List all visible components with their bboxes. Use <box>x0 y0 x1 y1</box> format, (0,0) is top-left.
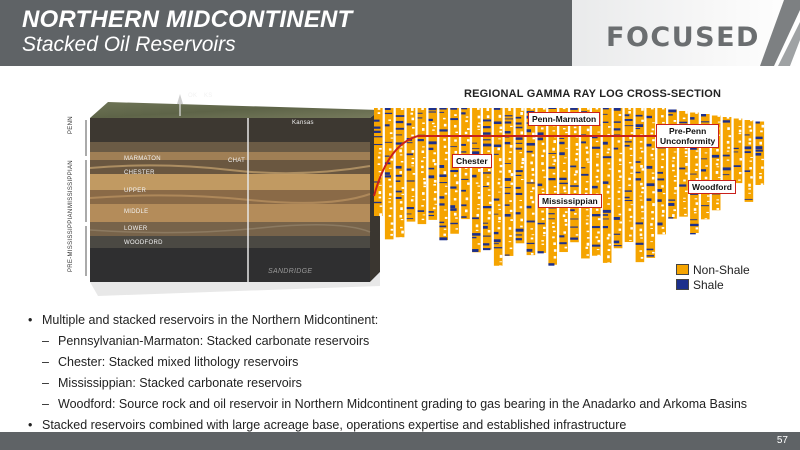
sub-bullet-dash-icon: – <box>42 334 49 348</box>
gamma-log-strip <box>472 108 481 252</box>
gamma-log-strip <box>505 108 514 256</box>
formation-label-middle: MIDDLE <box>124 209 149 215</box>
gamma-log-strip <box>483 108 492 250</box>
gamma-log-strip <box>723 117 732 188</box>
sub-bullet-dash-icon: – <box>42 397 49 411</box>
gamma-log-strip <box>570 108 579 242</box>
sub-bullet-text: Chester: Stacked mixed lithology reservoirs <box>58 355 299 369</box>
gamma-log-strip <box>603 108 612 263</box>
period-label-mississippian: MISSISSIPPIAN <box>68 160 74 208</box>
gamma-log-strip <box>538 108 547 253</box>
gamma-log-strip <box>592 108 601 257</box>
formation-label-marmaton: MARMATON <box>124 156 161 162</box>
callout-pre-penn-line1: Pre-Penn <box>668 126 707 136</box>
gamma-log-strip <box>396 108 405 239</box>
gamma-log-strip <box>647 108 656 258</box>
logo-swoosh-icon <box>754 0 800 66</box>
sub-bullet-item <box>28 394 788 415</box>
diagram-watermark: SANDRIDGE <box>268 268 313 275</box>
logo-text: FOCUSED <box>606 22 760 53</box>
gamma-log-strip <box>756 122 765 186</box>
callout-woodford: Woodford <box>688 180 736 194</box>
slide-subtitle: Stacked Oil Reservoirs <box>22 33 236 56</box>
bullet-dot-icon: • <box>28 313 33 327</box>
state-label-ok: OK <box>188 93 198 99</box>
sub-bullet-text: Mississippian: Stacked carbonate reservoirs <box>58 376 302 390</box>
sub-bullet-text: Woodford: Source rock and oil reservoir in Northern Midcontinent grading to gas bearing in the Anadarko and Arkoma Basins <box>58 397 748 411</box>
gamma-log-strip <box>407 108 416 222</box>
gamma-log-strip <box>559 108 568 252</box>
gamma-log-strip <box>745 120 754 202</box>
gamma-log-strip <box>374 108 383 216</box>
legend-label-shale: Shale <box>693 277 724 292</box>
callout-chester: Chester <box>452 154 492 168</box>
footer-bar <box>0 432 800 450</box>
gamma-log-strip <box>429 108 438 220</box>
block-diagram-illustration <box>80 90 380 300</box>
sub-bullet-item <box>28 352 788 373</box>
gamma-log-strip <box>494 108 503 266</box>
callout-pre-penn-unconformity <box>656 124 719 148</box>
gamma-log-strip <box>385 108 394 239</box>
callout-mississippian: Mississippian <box>538 194 602 208</box>
formation-label-chester: CHESTER <box>124 170 155 176</box>
page-number: 57 <box>776 435 788 446</box>
period-label-penn: PENN <box>68 116 74 134</box>
gamma-log-strip <box>450 108 459 234</box>
gamma-log-strip <box>614 108 623 248</box>
sub-bullet-item <box>28 331 788 352</box>
callout-penn-marmaton: Penn-Marmaton <box>528 112 600 126</box>
sub-bullet-text: Pennsylvanian-Marmaton: Stacked carbonate reservoirs <box>58 334 370 348</box>
bullet-dot-icon: • <box>28 418 33 432</box>
sub-bullet-item <box>28 373 788 394</box>
state-label-ks: KS <box>204 93 213 99</box>
formation-label-upper: UPPER <box>124 188 147 194</box>
gamma-log-strip <box>418 108 427 224</box>
legend-swatch-non-shale <box>676 264 689 275</box>
sub-bullet-dash-icon: – <box>42 355 49 369</box>
gamma-log-strip <box>581 108 590 258</box>
gamma-log-strip <box>516 108 525 243</box>
gamma-log-strip <box>548 108 557 266</box>
legend-item-non-shale <box>676 262 750 277</box>
callout-pre-penn-line2: Unconformity <box>660 136 716 146</box>
bullet-list <box>28 310 788 436</box>
gamma-log-strip <box>625 108 634 242</box>
gamma-log-strip <box>439 108 448 240</box>
reservoir-block-diagram <box>68 90 380 300</box>
slide-title: NORTHERN MIDCONTINENT <box>22 6 353 33</box>
gamma-log-strip <box>636 108 645 262</box>
cross-section-legend <box>676 262 750 292</box>
bullet-text: Stacked reservoirs combined with large acreage base, operations expertise and established infrastructure <box>42 418 627 432</box>
formation-label-lower: LOWER <box>124 226 148 232</box>
legend-swatch-shale <box>676 279 689 290</box>
period-label-pre-mississippian: PRE-MISSISSIPPIAN <box>68 208 74 272</box>
gamma-log-strip <box>734 119 743 184</box>
bullet-item <box>28 310 788 331</box>
cross-section-title: REGIONAL GAMMA RAY LOG CROSS-SECTION <box>464 88 722 100</box>
company-logo <box>572 0 800 66</box>
gamma-log-strip <box>527 108 536 255</box>
formation-label-woodford: WOODFORD <box>124 240 163 246</box>
bullet-text: Multiple and stacked reservoirs in the Northern Midcontinent: <box>42 313 379 327</box>
sub-bullet-dash-icon: – <box>42 376 49 390</box>
annotation-label-chat: CHAT <box>228 158 246 164</box>
legend-label-non-shale: Non-Shale <box>693 262 750 277</box>
annotation-label-kansas: Kansas <box>292 120 314 126</box>
legend-item-shale <box>676 277 750 292</box>
